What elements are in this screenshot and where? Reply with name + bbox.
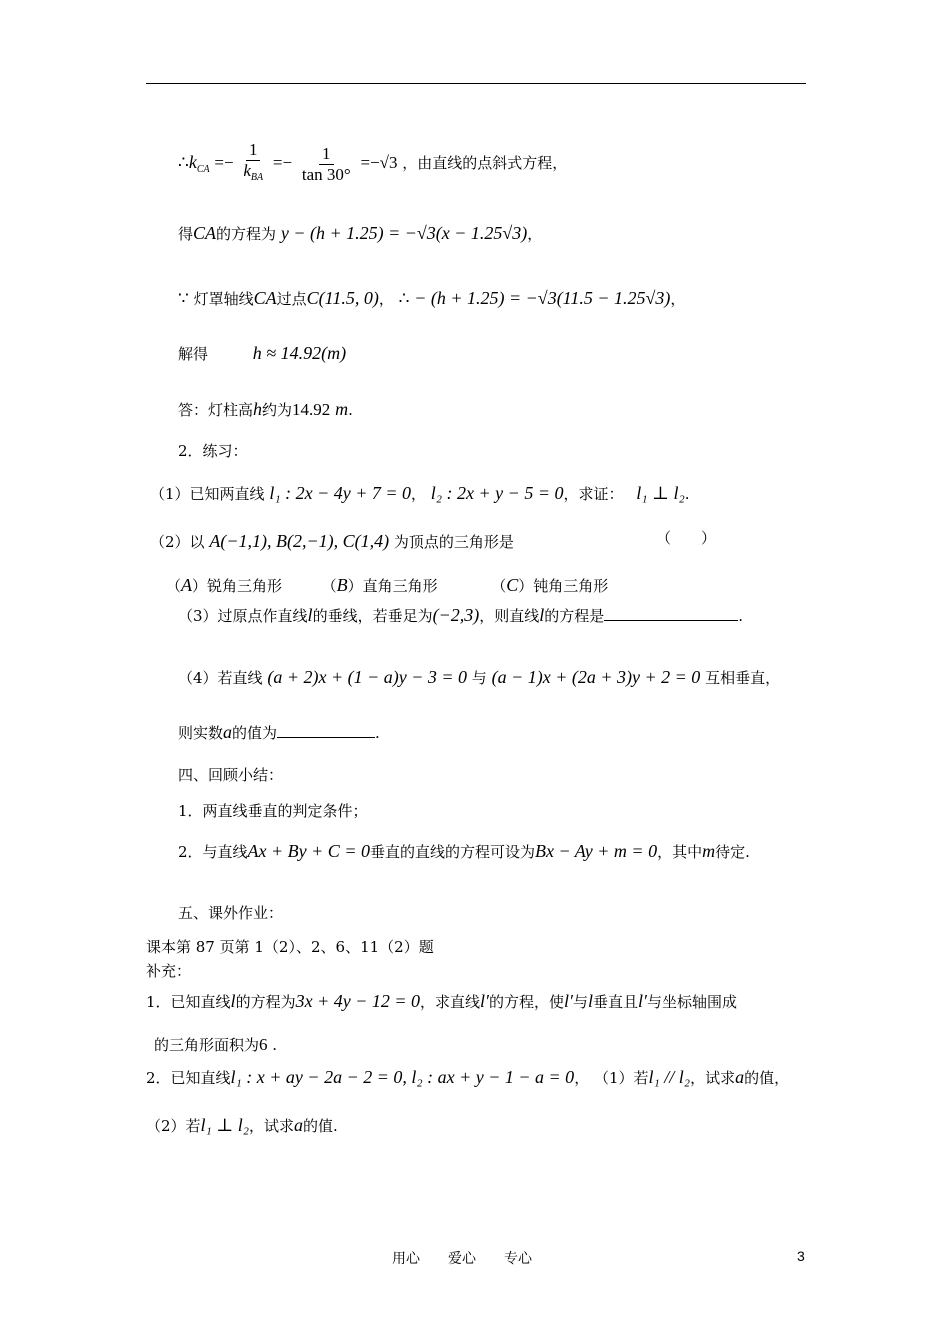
header-rule — [146, 83, 806, 84]
equation-kca: $k_{CA}$ — [188, 152, 210, 175]
supplement-label: 补充： — [146, 962, 192, 980]
point-c: C(11.5, 0) — [306, 288, 379, 308]
line-ca-equation: 得CA的方程为 y − (h + 1.25) = −√3(x − 1.25√3)， — [178, 223, 543, 243]
exercise-4-ask: 则实数a的值为 . — [178, 722, 380, 742]
supplement-1-cont: 的三角形面积为6 . — [154, 1035, 278, 1054]
answer-blank-3[interactable] — [604, 606, 738, 621]
therefore-symbol: ∴ — [178, 153, 189, 172]
supplement-1: 1．已知直线l的方程为3x + 4y − 12 = 0，求直线l′的方程，使l′与l垂直且l′与坐标轴围成 — [146, 991, 737, 1011]
exercise-1: （1）已知两直线 l₁ : 2x − 4y + 7 = 0， l₂ : 2x + y − 5 = 0，求证： l₁ ⊥ l₂. — [150, 483, 690, 503]
result-h: h ≈ 14.92(m) — [252, 343, 347, 363]
text-point-slope: ，由直线的点斜式方程， — [402, 154, 568, 172]
supplement-2-part2: （2）若l₁ ⊥ l₂，试求a的值. — [146, 1115, 338, 1135]
heading-review: 四、回顾小结： — [178, 766, 284, 784]
answer-paren: （ ） — [656, 529, 717, 547]
heading-practice: 2．练习： — [178, 442, 248, 460]
page-number: 3 — [797, 1248, 805, 1264]
supplement-2: 2．已知直线l₁ : x + ay − 2a − 2 = 0, l₂ : ax + y − 1 − a = 0， （1）若l₁ // l₂，试求a的值， — [146, 1067, 790, 1087]
exercise-2: （2）以 A(−1,1), B(2,−1), C(1,4) 为顶点的三角形是 — [150, 531, 514, 551]
line-passes-c: ∵ 灯罩轴线CA过点C(11.5, 0)， ∴ − (h + 1.25) = −√3(11.5 − 1.25√3)， — [178, 288, 686, 308]
line-answer: 答：灯柱高h约为14.92 m. — [178, 399, 353, 419]
review-item-1: 1．两直线垂直的判定条件； — [178, 802, 368, 820]
line-slope-kca: $\therefore k_{CA}$ =− $\frac{1}{k_{BA}}$ =− $\frac{1}{\tan 30^\circ}$ =−√3 ，由直线的点斜式方程， — [178, 140, 567, 188]
exercise-3: （3）过原点作直线l的垂线，若垂足为(−2,3)，则直线l的方程是 . — [178, 605, 744, 625]
fraction-1-over-kba: $\frac{1}{k_{BA}}$ — [243, 140, 264, 183]
homework-textbook: 课本第 87 页第 1（2）、2、6、11（2）题 — [146, 938, 434, 956]
heading-homework: 五、课外作业： — [178, 904, 284, 922]
fraction-1-over-tan30: $\frac{1}{\tan 30^\circ}$ — [301, 143, 351, 184]
equation-ca: y − (h + 1.25) = −√3(x − 1.25√3) — [280, 223, 528, 243]
answer-blank-4[interactable] — [277, 723, 375, 738]
line-solve: 解得 h ≈ 14.92(m) — [178, 343, 347, 363]
review-item-2: 2．与直线Ax + By + C = 0垂直的直线的方程可设为Bx − Ay + m = 0，其中m待定. — [178, 841, 750, 861]
exercise-4: （4）若直线 (a + 2)x + (1 − a)y − 3 = 0 与 (a − 1)x + (2a + 3)y + 2 = 0 互相垂直， — [178, 667, 781, 687]
exercise-2-options: （A）锐角三角形 （B）直角三角形 （C）钝角三角形 — [166, 575, 609, 595]
equation-substituted: − (h + 1.25) = −√3(11.5 − 1.25√3) — [414, 288, 671, 308]
footer-slogan: 用心 爱心 专心 — [392, 1251, 532, 1267]
